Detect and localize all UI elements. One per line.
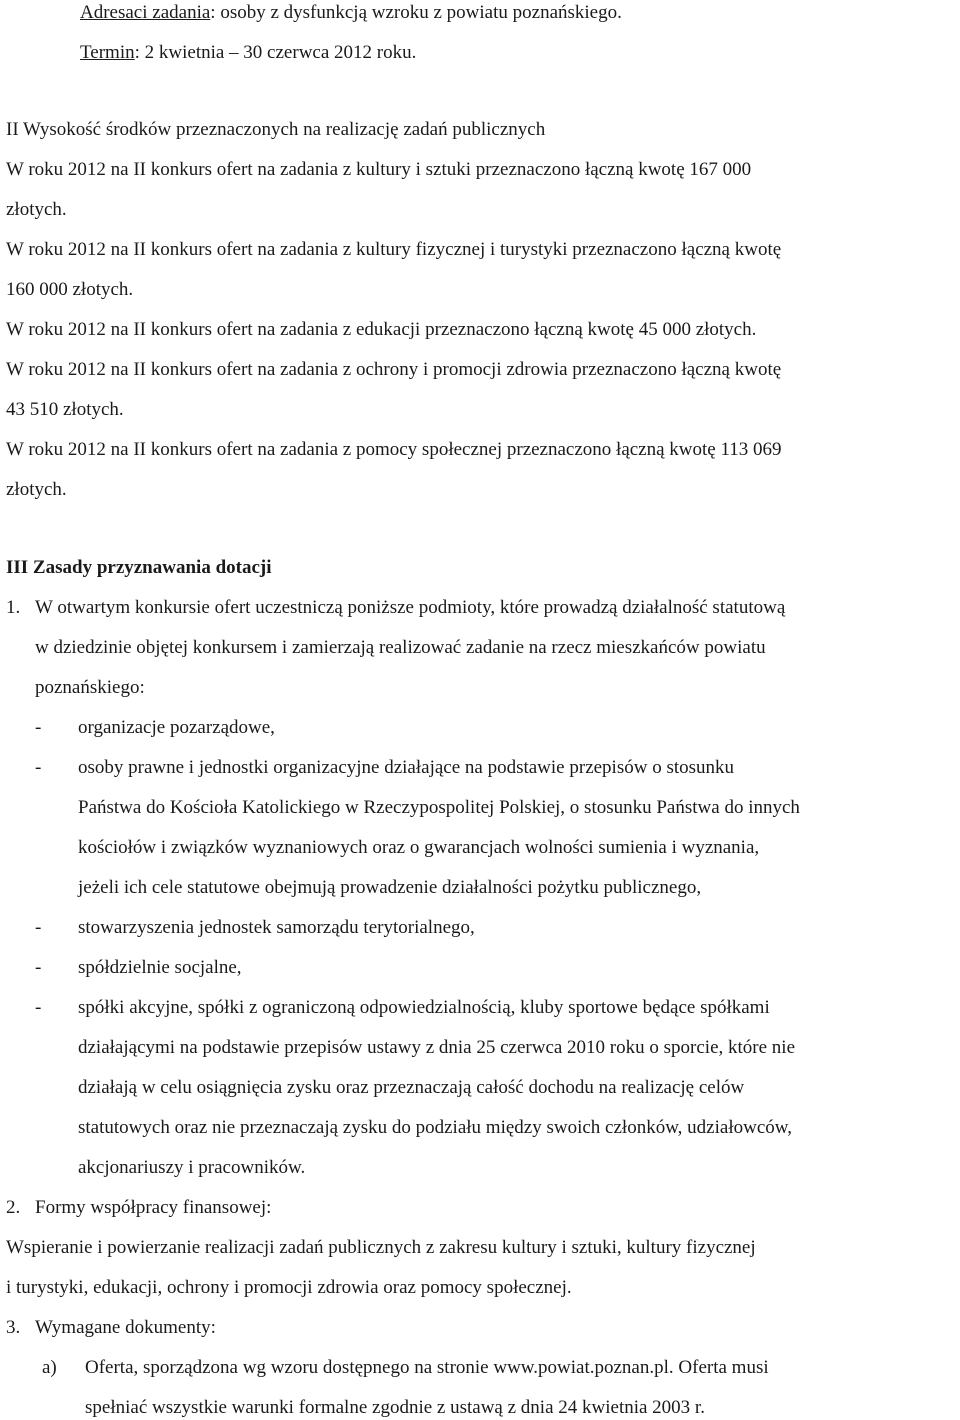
bullet-line: organizacje pozarządowe, [78,717,275,738]
term-text: : 2 kwietnia – 30 czerwca 2012 roku. [134,42,417,63]
bullet-line: działają w celu osiągnięcia zysku oraz przeznaczają całość dochodu na realizację celów [78,1077,745,1098]
bullet-line: spółki akcyjne, spółki z ograniczoną odpowiedzialnością, kluby sportowe będące spółkami [78,997,770,1018]
sub-item-letter: a) [42,1357,57,1378]
paragraph-line: W otwartym konkursie ofert uczestniczą poniższe podmioty, które prowadzą działalność statutową [35,597,786,618]
bullet-line: jeżeli ich cele statutowe obejmują prowadzenie działalności pożytku publicznego, [78,877,702,898]
paragraph-line: W roku 2012 na II konkurs ofert na zadania z kultury i sztuki przeznaczono łączną kwotę 167 000 [6,159,752,180]
paragraph-line: W roku 2012 na II konkurs ofert na zadania z kultury fizycznej i turystyki przeznaczono łączną kwotę [6,239,782,260]
bullet-line: spółdzielnie socjalne, [78,957,242,978]
bullet-line: akcjonariuszy i pracowników. [78,1157,306,1178]
bullet-line: statutowych oraz nie przeznaczają zysku do podziału między swoich członków, udziałowców, [78,1117,792,1138]
section-2-heading: II Wysokość środków przeznaczonych na realizację zadań publicznych [6,119,546,140]
bullet-dash: - [35,917,42,938]
bullet-line: osoby prawne i jednostki organizacyjne działające na podstawie przepisów o stosunku [78,757,735,778]
recipients-text: : osoby z dysfunkcją wzroku z powiatu poznańskiego. [210,2,622,23]
paragraph-line: Wspieranie i powierzanie realizacji zadań publicznych z zakresu kultury i sztuki, kultury fizycznej [6,1237,756,1258]
bullet-dash: - [35,957,42,978]
paragraph-line: poznańskiego: [35,677,145,698]
bullet-line: kościołów i związków wyznaniowych oraz o gwarancjach wolności sumienia i wyznania, [78,837,760,858]
recipients-line [80,2,622,24]
bullet-line: działającymi na podstawie przepisów ustawy z dnia 25 czerwca 2010 roku o sporcie, które nie [78,1037,795,1058]
paragraph-line: i turystyki, edukacji, ochrony i promocji zdrowia oraz pomocy społecznej. [6,1277,572,1298]
paragraph-line: 160 000 złotych. [6,279,134,300]
recipients-label: Adresaci zadania [80,2,211,23]
paragraph-line: w dziedzinie objętej konkursem i zamierzają realizować zadanie na rzecz mieszkańców powiatu [35,637,766,658]
term-line [80,42,416,64]
paragraph-line: złotych. [6,479,67,500]
item-number: 1. [6,597,21,618]
paragraph-line: złotych. [6,199,67,220]
paragraph-line: W roku 2012 na II konkurs ofert na zadania z ochrony i promocji zdrowia przeznaczono łączną kwotę [6,359,782,380]
bullet-dash: - [35,757,42,778]
item-number: 3. [6,1317,21,1338]
bullet-dash: - [35,717,42,738]
bullet-line: stowarzyszenia jednostek samorządu terytorialnego, [78,917,475,938]
item-title: Wymagane dokumenty: [35,1317,216,1338]
bullet-line: Państwa do Kościoła Katolickiego w Rzeczypospolitej Polskiej, o stosunku Państwa do innych [78,797,800,818]
bullet-dash: - [35,997,42,1018]
paragraph-line: W roku 2012 na II konkurs ofert na zadania z pomocy społecznej przeznaczono łączną kwotę 113 069 [6,439,782,460]
sub-item-line: Oferta, sporządzona wg wzoru dostępnego na stronie www.powiat.poznan.pl. Oferta musi [85,1357,769,1378]
paragraph-line: W roku 2012 na II konkurs ofert na zadania z edukacji przeznaczono łączną kwotę 45 000 złotych. [6,319,757,340]
section-3-heading: III Zasady przyznawania dotacji [6,557,272,578]
item-title: Formy współpracy finansowej: [35,1197,272,1218]
term-label: Termin [80,42,135,63]
paragraph-line: 43 510 złotych. [6,399,124,420]
sub-item-line: spełniać wszystkie warunki formalne zgodnie z ustawą z dnia 24 kwietnia 2003 r. [85,1397,705,1418]
item-number: 2. [6,1197,21,1218]
